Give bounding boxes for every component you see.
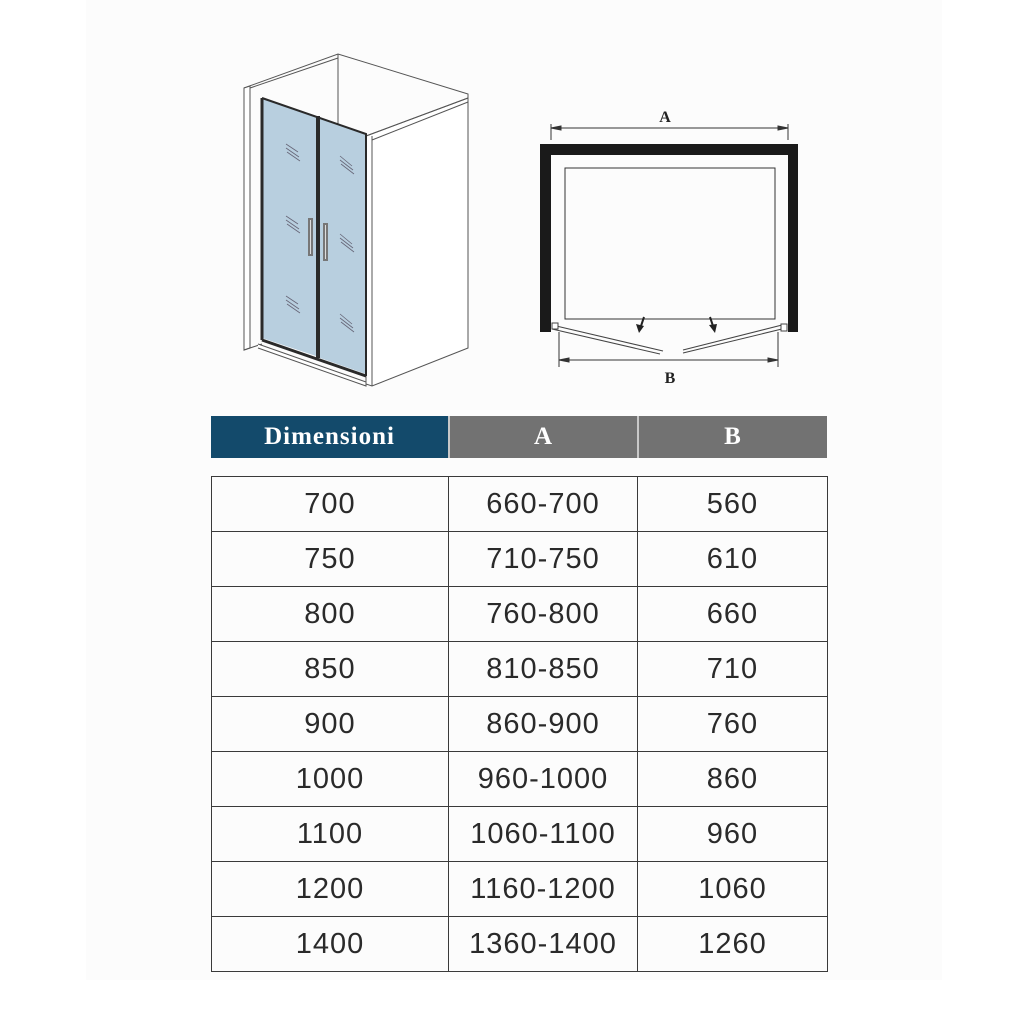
cell-b: 710 (638, 642, 828, 697)
dimension-b-label: B (664, 370, 676, 387)
cell-a: 1160-1200 (449, 862, 638, 917)
header-b: B (637, 416, 827, 458)
table-row (212, 477, 828, 532)
cell-dimensioni: 1200 (212, 862, 449, 917)
dimensions-table (211, 476, 828, 972)
table-row (212, 697, 828, 752)
cell-b: 960 (638, 807, 828, 862)
cell-a: 1060-1100 (449, 807, 638, 862)
cell-a: 860-900 (449, 697, 638, 752)
cell-b: 560 (638, 477, 828, 532)
table-row (212, 532, 828, 587)
cell-a: 960-1000 (449, 752, 638, 807)
table-row (212, 807, 828, 862)
cell-dimensioni: 750 (212, 532, 449, 587)
cell-dimensioni: 850 (212, 642, 449, 697)
cell-dimensioni: 1000 (212, 752, 449, 807)
shower-plan-drawing (530, 100, 820, 390)
cell-b: 760 (638, 697, 828, 752)
table-row (212, 587, 828, 642)
cell-b: 1260 (638, 917, 828, 972)
cell-a: 660-700 (449, 477, 638, 532)
cell-dimensioni: 1400 (212, 917, 449, 972)
table-row (212, 917, 828, 972)
cell-b: 610 (638, 532, 828, 587)
header-a: A (448, 416, 637, 458)
cell-b: 860 (638, 752, 828, 807)
cell-dimensioni: 800 (212, 587, 449, 642)
cell-a: 1360-1400 (449, 917, 638, 972)
table-row (212, 752, 828, 807)
cell-a: 710-750 (449, 532, 638, 587)
cell-b: 1060 (638, 862, 828, 917)
shower-perspective-drawing (236, 46, 476, 396)
table-header (211, 416, 827, 458)
cell-a: 760-800 (449, 587, 638, 642)
table-row (212, 642, 828, 697)
cell-a: 810-850 (449, 642, 638, 697)
cell-dimensioni: 900 (212, 697, 449, 752)
table-row (212, 862, 828, 917)
cell-dimensioni: 1100 (212, 807, 449, 862)
cell-b: 660 (638, 587, 828, 642)
dimension-a-label: A (659, 109, 671, 126)
header-dimensioni: Dimensioni (211, 416, 448, 458)
cell-dimensioni: 700 (212, 477, 449, 532)
